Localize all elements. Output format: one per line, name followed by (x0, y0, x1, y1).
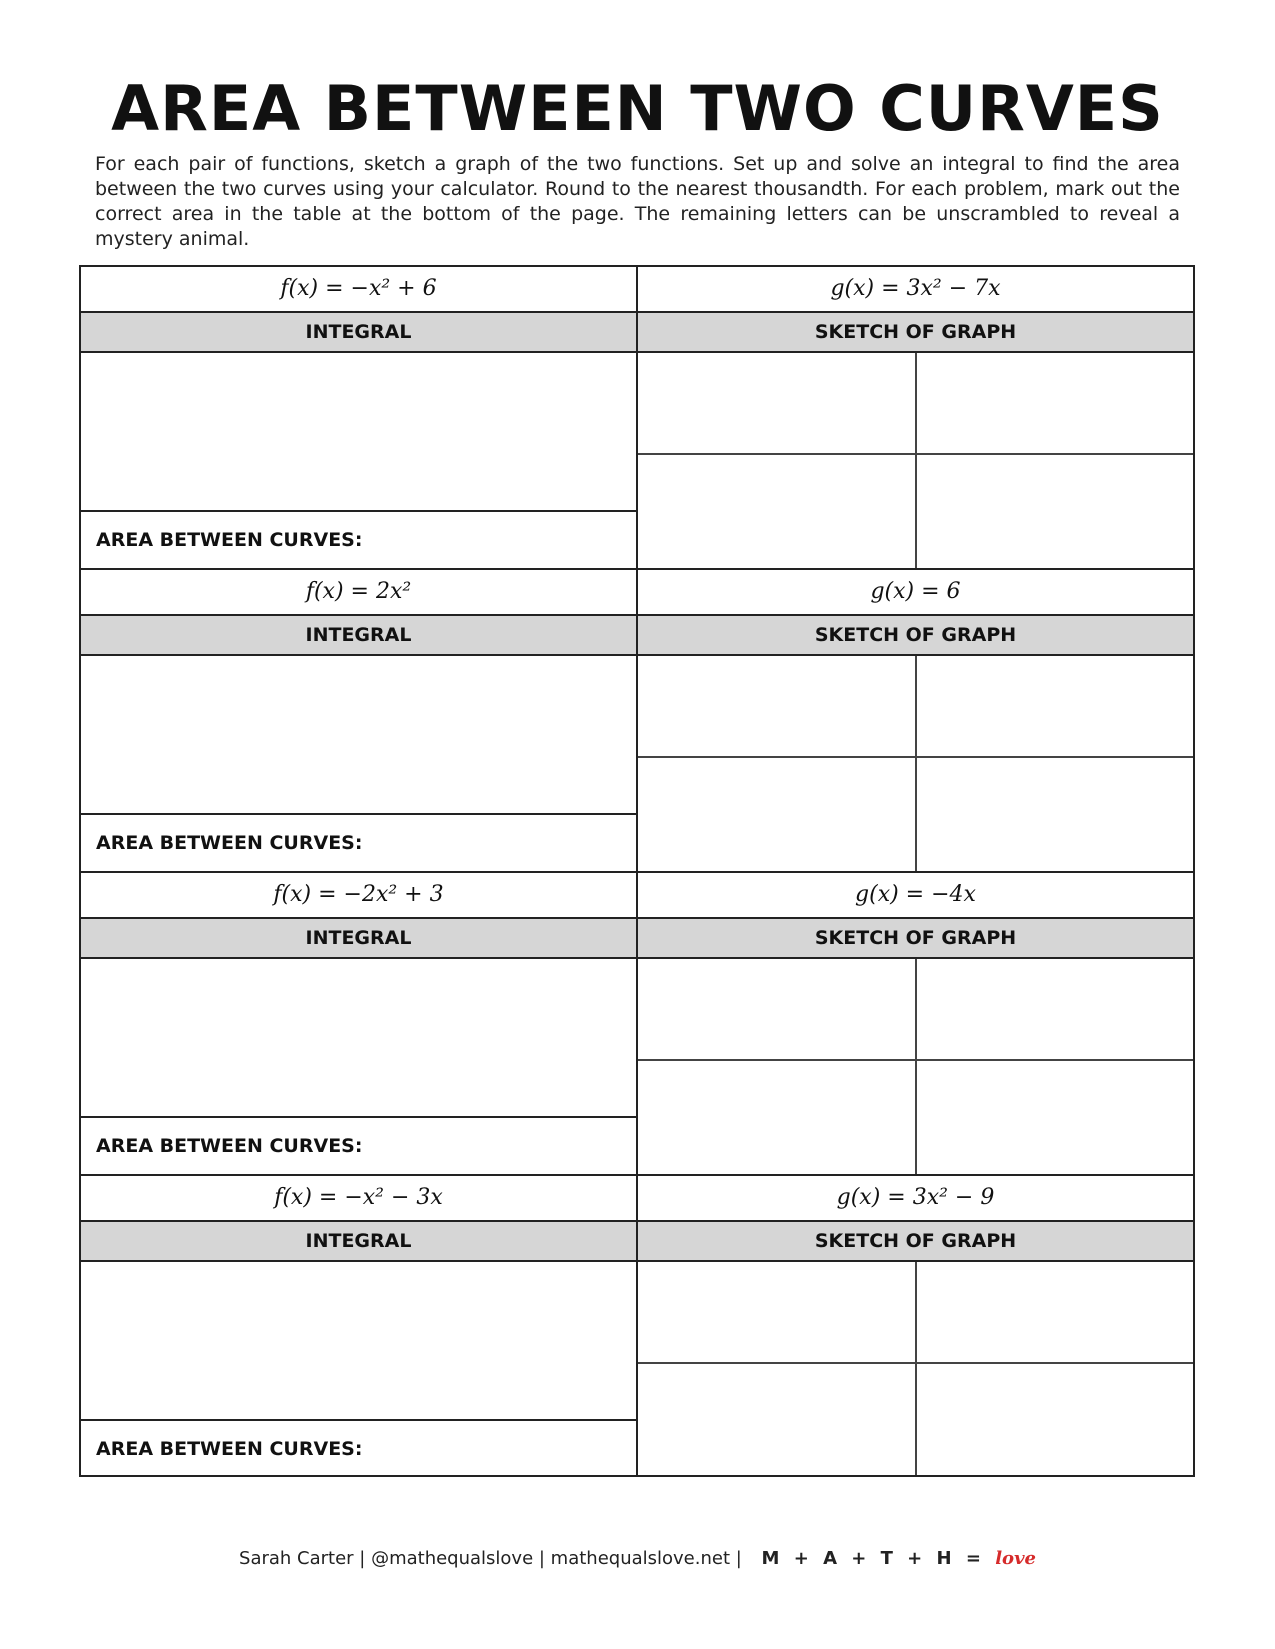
integral-work-area[interactable] (81, 353, 636, 510)
worksheet-table (79, 265, 1195, 1477)
problem-block-4 (81, 1176, 1193, 1479)
graph-quadrant-4[interactable] (917, 758, 1193, 871)
graph-quadrant-2[interactable] (638, 959, 915, 1059)
graph-quadrant-1[interactable] (917, 656, 1193, 756)
sketch-header: SKETCH OF GRAPH (638, 616, 1193, 654)
graph-quadrant-2[interactable] (638, 353, 915, 453)
graph-quadrant-3[interactable] (638, 455, 915, 568)
graph-quadrant-2[interactable] (638, 656, 915, 756)
brand-text: M + A + T + H = (761, 1548, 985, 1569)
function-g: g(x) = 3x² − 9 (836, 1185, 995, 1210)
sketch-header: SKETCH OF GRAPH (638, 919, 1193, 957)
area-between-curves-label: AREA BETWEEN CURVES: (96, 1135, 363, 1157)
problem-block-3 (81, 873, 1193, 1176)
graph-quadrant-2[interactable] (638, 1262, 915, 1362)
page-title: AREA BETWEEN TWO CURVES (111, 72, 1164, 145)
function-g: g(x) = −4x (855, 882, 976, 907)
function-g: g(x) = 3x² − 7x (830, 276, 1001, 301)
instructions-text: For each pair of functions, sketch a graph of the two functions. Set up and solve an integral to find the area between the two curves using your calculator. Round to the nearest thousandth. For each problem, mark out the correct area in the table at the bottom of the page. The remaining letters can be unscrambled to reveal a mystery animal. (95, 153, 1180, 250)
area-between-curves-label: AREA BETWEEN CURVES: (96, 832, 363, 854)
integral-work-area[interactable] (81, 1262, 636, 1419)
graph-quadrant-4[interactable] (917, 1061, 1193, 1174)
function-f: f(x) = −x² − 3x (274, 1185, 443, 1210)
graph-quadrant-1[interactable] (917, 1262, 1193, 1362)
integral-header: INTEGRAL (81, 313, 636, 351)
problem-block-1 (81, 267, 1193, 570)
sketch-header: SKETCH OF GRAPH (638, 1222, 1193, 1260)
integral-work-area[interactable] (81, 959, 636, 1116)
graph-quadrant-1[interactable] (917, 959, 1193, 1059)
integral-header: INTEGRAL (81, 1222, 636, 1260)
function-f: f(x) = −2x² + 3 (273, 882, 444, 907)
graph-quadrant-4[interactable] (917, 1364, 1193, 1475)
integral-header: INTEGRAL (81, 919, 636, 957)
graph-quadrant-1[interactable] (917, 353, 1193, 453)
integral-header: INTEGRAL (81, 616, 636, 654)
sketch-header: SKETCH OF GRAPH (638, 313, 1193, 351)
graph-quadrant-3[interactable] (638, 758, 915, 871)
function-f: f(x) = 2x² (305, 579, 412, 604)
brand-love: love (995, 1548, 1036, 1569)
graph-quadrant-3[interactable] (638, 1364, 915, 1475)
footer (0, 1548, 1275, 1569)
brand-logo (762, 1548, 1036, 1569)
footer-credit: Sarah Carter | @mathequalslove | mathequalslove.net | (239, 1548, 742, 1569)
graph-quadrant-4[interactable] (917, 455, 1193, 568)
area-between-curves-label: AREA BETWEEN CURVES: (96, 1438, 363, 1460)
function-f: f(x) = −x² + 6 (280, 276, 437, 301)
area-between-curves-label: AREA BETWEEN CURVES: (96, 529, 363, 551)
problem-block-2 (81, 570, 1193, 873)
graph-quadrant-3[interactable] (638, 1061, 915, 1174)
function-g: g(x) = 6 (870, 579, 961, 604)
integral-work-area[interactable] (81, 656, 636, 813)
